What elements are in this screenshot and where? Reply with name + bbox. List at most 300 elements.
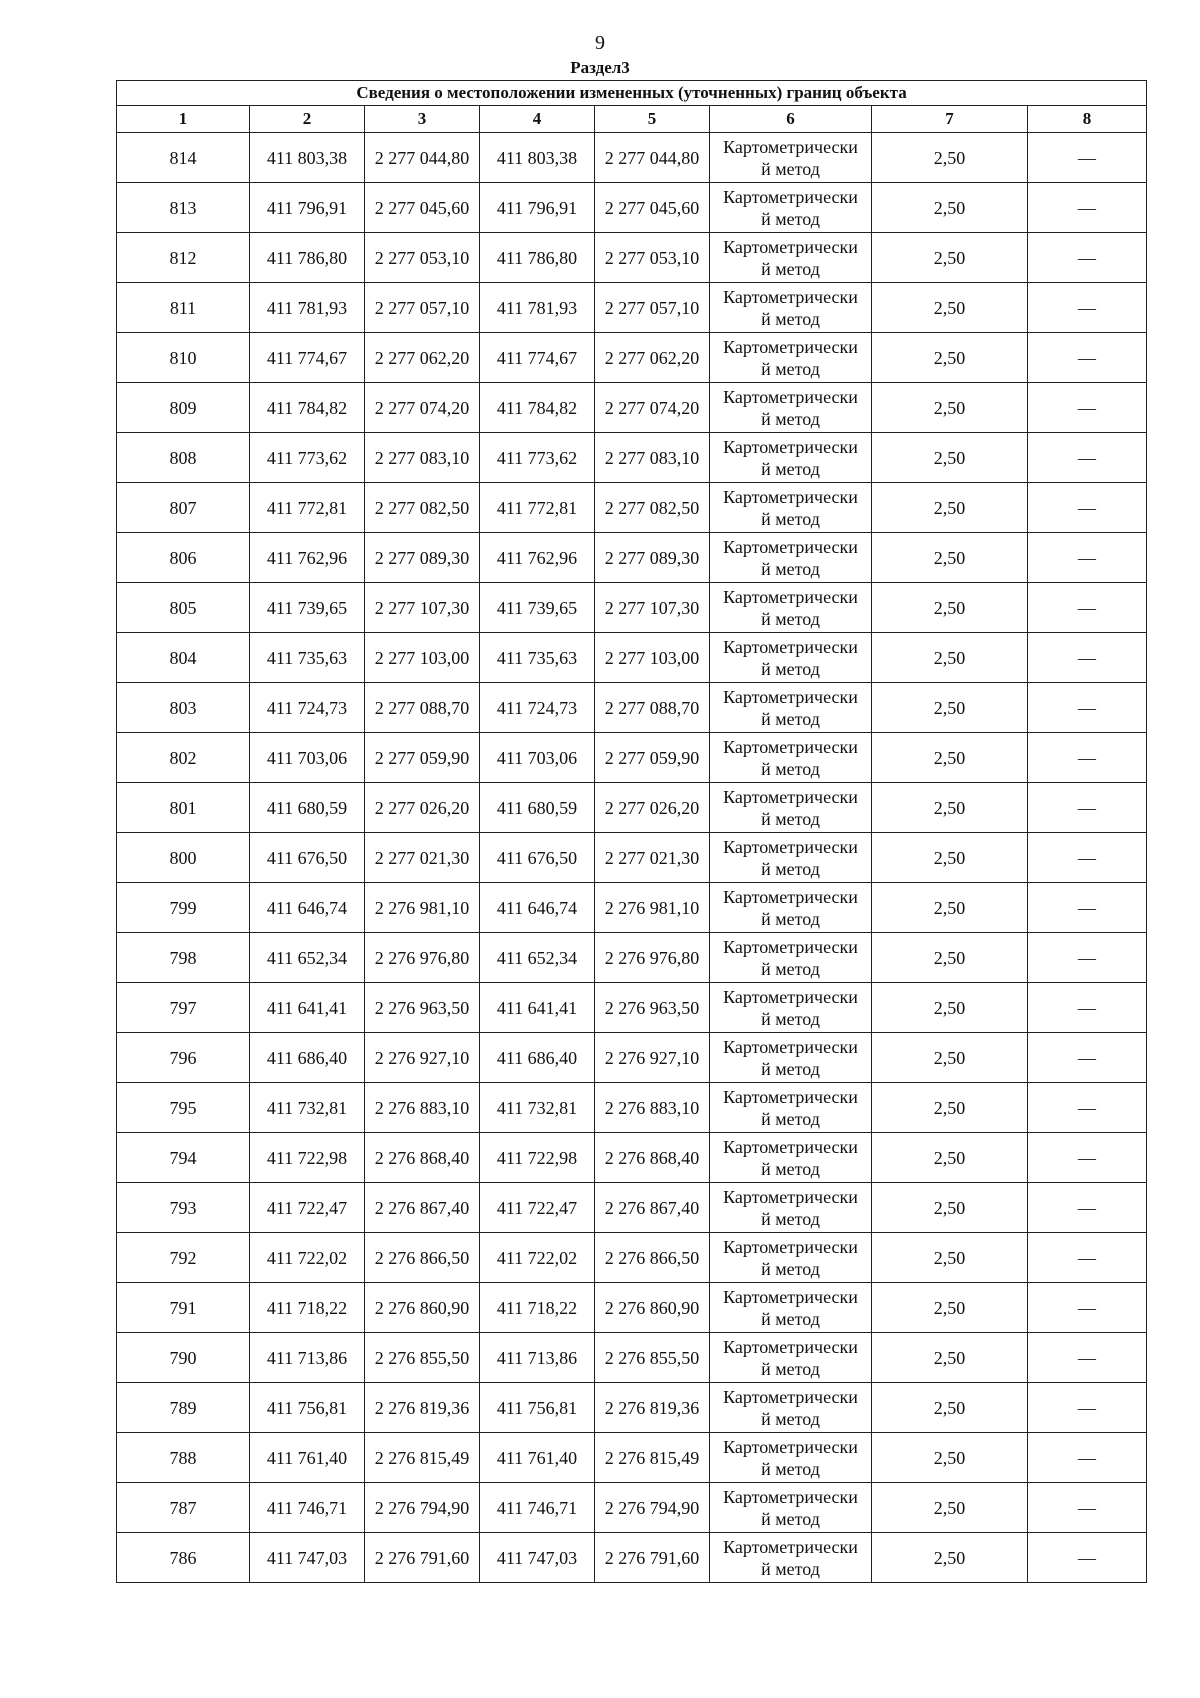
method-cell [710,483,872,533]
table-row [117,933,1147,983]
description-cell: — [1028,183,1147,233]
description-cell: — [1028,883,1147,933]
x-coordinate-refined-cell: 411 796,91 [480,183,595,233]
x-coordinate-refined-cell: 411 739,65 [480,583,595,633]
point-number-cell: 787 [117,1483,250,1533]
method-cell [710,433,872,483]
method-line-2: й метод [761,1408,820,1429]
y-coordinate-refined-cell: 2 276 883,10 [595,1083,710,1133]
y-coordinate-refined-cell: 2 276 981,10 [595,883,710,933]
y-coordinate-existing-cell: 2 276 855,50 [365,1333,480,1383]
accuracy-cell: 2,50 [872,1333,1028,1383]
y-coordinate-existing-cell: 2 276 963,50 [365,983,480,1033]
y-coordinate-refined-cell: 2 277 083,10 [595,433,710,483]
accuracy-cell: 2,50 [872,533,1028,583]
y-coordinate-refined-cell: 2 276 866,50 [595,1233,710,1283]
y-coordinate-existing-cell: 2 277 103,00 [365,633,480,683]
y-coordinate-refined-cell: 2 277 082,50 [595,483,710,533]
column-number-row [117,106,1147,133]
method-line-2: й метод [761,658,820,679]
x-coordinate-refined-cell: 411 803,38 [480,133,595,183]
method-cell [710,533,872,583]
accuracy-cell: 2,50 [872,383,1028,433]
point-number-cell: 810 [117,333,250,383]
column-number: 8 [1028,106,1147,133]
x-coordinate-refined-cell: 411 722,98 [480,1133,595,1183]
table-row [117,733,1147,783]
table-row [117,333,1147,383]
table-row [117,883,1147,933]
point-number-cell: 808 [117,433,250,483]
y-coordinate-existing-cell: 2 276 976,80 [365,933,480,983]
description-cell: — [1028,1083,1147,1133]
method-line-2: й метод [761,308,820,329]
boundary-table [116,80,1147,1583]
column-number: 3 [365,106,480,133]
y-coordinate-existing-cell: 2 276 883,10 [365,1083,480,1133]
y-coordinate-refined-cell: 2 277 044,80 [595,133,710,183]
method-cell [710,333,872,383]
method-cell [710,183,872,233]
x-coordinate-refined-cell: 411 774,67 [480,333,595,383]
table-row [117,1183,1147,1233]
point-number-cell: 807 [117,483,250,533]
x-coordinate-existing-cell: 411 739,65 [250,583,365,633]
x-coordinate-existing-cell: 411 641,41 [250,983,365,1033]
table-caption: Сведения о местоположении измененных (уточненных) границ объекта [117,81,1147,106]
accuracy-cell: 2,50 [872,1283,1028,1333]
column-number: 7 [872,106,1028,133]
y-coordinate-existing-cell: 2 276 815,49 [365,1433,480,1483]
x-coordinate-existing-cell: 411 735,63 [250,633,365,683]
accuracy-cell: 2,50 [872,883,1028,933]
x-coordinate-existing-cell: 411 732,81 [250,1083,365,1133]
column-number: 2 [250,106,365,133]
accuracy-cell: 2,50 [872,1083,1028,1133]
accuracy-cell: 2,50 [872,833,1028,883]
y-coordinate-refined-cell: 2 276 976,80 [595,933,710,983]
y-coordinate-refined-cell: 2 277 088,70 [595,683,710,733]
point-number-cell: 812 [117,233,250,283]
method-cell [710,1283,872,1333]
method-line-1: Картометрически [723,636,858,657]
y-coordinate-existing-cell: 2 277 083,10 [365,433,480,483]
x-coordinate-refined-cell: 411 718,22 [480,1283,595,1333]
method-line-1: Картометрически [723,1036,858,1057]
description-cell: — [1028,1133,1147,1183]
description-cell: — [1028,1533,1147,1583]
y-coordinate-existing-cell: 2 276 866,50 [365,1233,480,1283]
table-row [117,783,1147,833]
y-coordinate-existing-cell: 2 276 868,40 [365,1133,480,1183]
point-number-cell: 809 [117,383,250,433]
method-line-1: Картометрически [723,236,858,257]
table-row [117,1233,1147,1283]
method-line-1: Картометрически [723,1486,858,1507]
point-number-cell: 789 [117,1383,250,1433]
accuracy-cell: 2,50 [872,1383,1028,1433]
point-number-cell: 806 [117,533,250,583]
description-cell: — [1028,1233,1147,1283]
x-coordinate-existing-cell: 411 646,74 [250,883,365,933]
method-line-2: й метод [761,1008,820,1029]
description-cell: — [1028,483,1147,533]
table-row [117,183,1147,233]
y-coordinate-refined-cell: 2 276 860,90 [595,1283,710,1333]
y-coordinate-existing-cell: 2 276 819,36 [365,1383,480,1433]
method-line-2: й метод [761,958,820,979]
accuracy-cell: 2,50 [872,1533,1028,1583]
point-number-cell: 802 [117,733,250,783]
y-coordinate-refined-cell: 2 276 868,40 [595,1133,710,1183]
description-cell: — [1028,933,1147,983]
method-line-2: й метод [761,508,820,529]
y-coordinate-existing-cell: 2 276 867,40 [365,1183,480,1233]
method-line-2: й метод [761,608,820,629]
x-coordinate-refined-cell: 411 732,81 [480,1083,595,1133]
description-cell: — [1028,1333,1147,1383]
method-line-2: й метод [761,1108,820,1129]
method-cell [710,1383,872,1433]
method-line-1: Картометрически [723,936,858,957]
point-number-cell: 803 [117,683,250,733]
method-cell [710,1483,872,1533]
method-cell [710,683,872,733]
accuracy-cell: 2,50 [872,633,1028,683]
method-line-1: Картометрически [723,536,858,557]
method-line-2: й метод [761,808,820,829]
y-coordinate-existing-cell: 2 277 026,20 [365,783,480,833]
description-cell: — [1028,683,1147,733]
y-coordinate-refined-cell: 2 277 103,00 [595,633,710,683]
y-coordinate-existing-cell: 2 277 057,10 [365,283,480,333]
y-coordinate-existing-cell: 2 277 044,80 [365,133,480,183]
table-row [117,833,1147,883]
accuracy-cell: 2,50 [872,783,1028,833]
x-coordinate-refined-cell: 411 746,71 [480,1483,595,1533]
method-line-1: Картометрически [723,1086,858,1107]
method-line-1: Картометрически [723,436,858,457]
y-coordinate-existing-cell: 2 277 088,70 [365,683,480,733]
y-coordinate-existing-cell: 2 277 053,10 [365,233,480,283]
table-row [117,1083,1147,1133]
method-line-1: Картометрически [723,986,858,1007]
point-number-cell: 786 [117,1533,250,1583]
y-coordinate-refined-cell: 2 277 045,60 [595,183,710,233]
method-line-1: Картометрически [723,286,858,307]
y-coordinate-refined-cell: 2 277 074,20 [595,383,710,433]
x-coordinate-existing-cell: 411 724,73 [250,683,365,733]
x-coordinate-refined-cell: 411 676,50 [480,833,595,883]
table-caption-row [117,81,1147,106]
table-body [117,133,1147,1583]
method-cell [710,1033,872,1083]
method-line-2: й метод [761,558,820,579]
method-cell [710,1333,872,1383]
column-number: 1 [117,106,250,133]
description-cell: — [1028,1383,1147,1433]
description-cell: — [1028,983,1147,1033]
method-line-1: Картометрически [723,1186,858,1207]
point-number-cell: 804 [117,633,250,683]
method-cell [710,933,872,983]
point-number-cell: 814 [117,133,250,183]
accuracy-cell: 2,50 [872,133,1028,183]
description-cell: — [1028,1183,1147,1233]
description-cell: — [1028,233,1147,283]
point-number-cell: 796 [117,1033,250,1083]
point-number-cell: 794 [117,1133,250,1183]
y-coordinate-refined-cell: 2 276 963,50 [595,983,710,1033]
y-coordinate-existing-cell: 2 276 860,90 [365,1283,480,1333]
accuracy-cell: 2,50 [872,583,1028,633]
point-number-cell: 790 [117,1333,250,1383]
point-number-cell: 795 [117,1083,250,1133]
method-line-1: Картометрически [723,486,858,507]
method-line-1: Картометрически [723,686,858,707]
x-coordinate-existing-cell: 411 784,82 [250,383,365,433]
y-coordinate-refined-cell: 2 277 107,30 [595,583,710,633]
y-coordinate-existing-cell: 2 276 794,90 [365,1483,480,1533]
description-cell: — [1028,1283,1147,1333]
accuracy-cell: 2,50 [872,1033,1028,1083]
x-coordinate-existing-cell: 411 703,06 [250,733,365,783]
x-coordinate-refined-cell: 411 773,62 [480,433,595,483]
y-coordinate-existing-cell: 2 277 107,30 [365,583,480,633]
y-coordinate-refined-cell: 2 277 053,10 [595,233,710,283]
x-coordinate-existing-cell: 411 762,96 [250,533,365,583]
x-coordinate-refined-cell: 411 761,40 [480,1433,595,1483]
method-line-1: Картометрически [723,786,858,807]
table-row [117,1433,1147,1483]
x-coordinate-existing-cell: 411 676,50 [250,833,365,883]
method-line-2: й метод [761,458,820,479]
method-cell [710,733,872,783]
accuracy-cell: 2,50 [872,1183,1028,1233]
method-line-1: Картометрически [723,336,858,357]
method-line-2: й метод [761,158,820,179]
y-coordinate-refined-cell: 2 276 867,40 [595,1183,710,1233]
method-line-1: Картометрически [723,586,858,607]
method-line-2: й метод [761,408,820,429]
method-line-2: й метод [761,858,820,879]
method-line-2: й метод [761,908,820,929]
method-line-1: Картометрически [723,186,858,207]
x-coordinate-existing-cell: 411 718,22 [250,1283,365,1333]
method-cell [710,283,872,333]
description-cell: — [1028,583,1147,633]
description-cell: — [1028,333,1147,383]
y-coordinate-refined-cell: 2 277 062,20 [595,333,710,383]
point-number-cell: 799 [117,883,250,933]
accuracy-cell: 2,50 [872,733,1028,783]
method-cell [710,1133,872,1183]
x-coordinate-refined-cell: 411 747,03 [480,1533,595,1583]
table-row [117,1483,1147,1533]
y-coordinate-existing-cell: 2 276 791,60 [365,1533,480,1583]
method-line-1: Картометрически [723,1136,858,1157]
method-line-1: Картометрически [723,1536,858,1557]
point-number-cell: 811 [117,283,250,333]
x-coordinate-existing-cell: 411 781,93 [250,283,365,333]
method-cell [710,1433,872,1483]
column-number: 4 [480,106,595,133]
point-number-cell: 788 [117,1433,250,1483]
method-line-1: Картометрически [723,1436,858,1457]
x-coordinate-existing-cell: 411 747,03 [250,1533,365,1583]
y-coordinate-existing-cell: 2 277 082,50 [365,483,480,533]
point-number-cell: 801 [117,783,250,833]
point-number-cell: 791 [117,1283,250,1333]
method-cell [710,233,872,283]
description-cell: — [1028,133,1147,183]
description-cell: — [1028,433,1147,483]
page-number: 9 [595,32,605,54]
method-line-1: Картометрически [723,386,858,407]
method-cell [710,1083,872,1133]
table-row [117,533,1147,583]
y-coordinate-refined-cell: 2 277 089,30 [595,533,710,583]
section-title: Раздел3 [570,58,630,77]
x-coordinate-refined-cell: 411 762,96 [480,533,595,583]
accuracy-cell: 2,50 [872,283,1028,333]
method-line-1: Картометрически [723,886,858,907]
method-line-2: й метод [761,1508,820,1529]
method-line-2: й метод [761,758,820,779]
accuracy-cell: 2,50 [872,333,1028,383]
x-coordinate-refined-cell: 411 703,06 [480,733,595,783]
method-cell [710,883,872,933]
description-cell: — [1028,633,1147,683]
method-cell [710,1233,872,1283]
description-cell: — [1028,1433,1147,1483]
y-coordinate-refined-cell: 2 276 819,36 [595,1383,710,1433]
x-coordinate-refined-cell: 411 784,82 [480,383,595,433]
x-coordinate-refined-cell: 411 735,63 [480,633,595,683]
x-coordinate-existing-cell: 411 686,40 [250,1033,365,1083]
x-coordinate-refined-cell: 411 713,86 [480,1333,595,1383]
x-coordinate-refined-cell: 411 641,41 [480,983,595,1033]
y-coordinate-existing-cell: 2 277 021,30 [365,833,480,883]
x-coordinate-existing-cell: 411 761,40 [250,1433,365,1483]
y-coordinate-existing-cell: 2 276 927,10 [365,1033,480,1083]
accuracy-cell: 2,50 [872,483,1028,533]
y-coordinate-existing-cell: 2 277 045,60 [365,183,480,233]
accuracy-cell: 2,50 [872,183,1028,233]
method-line-2: й метод [761,1358,820,1379]
method-cell [710,1533,872,1583]
table-row [117,433,1147,483]
point-number-cell: 792 [117,1233,250,1283]
x-coordinate-existing-cell: 411 746,71 [250,1483,365,1533]
method-cell [710,133,872,183]
x-coordinate-refined-cell: 411 686,40 [480,1033,595,1083]
point-number-cell: 805 [117,583,250,633]
accuracy-cell: 2,50 [872,433,1028,483]
x-coordinate-refined-cell: 411 756,81 [480,1383,595,1433]
y-coordinate-refined-cell: 2 276 855,50 [595,1333,710,1383]
table-row [117,1033,1147,1083]
description-cell: — [1028,833,1147,883]
method-cell [710,583,872,633]
table-row [117,233,1147,283]
method-cell [710,783,872,833]
accuracy-cell: 2,50 [872,933,1028,983]
description-cell: — [1028,1033,1147,1083]
x-coordinate-existing-cell: 411 786,80 [250,233,365,283]
table-row [117,283,1147,333]
y-coordinate-refined-cell: 2 276 815,49 [595,1433,710,1483]
y-coordinate-refined-cell: 2 277 026,20 [595,783,710,833]
method-line-1: Картометрически [723,736,858,757]
accuracy-cell: 2,50 [872,1133,1028,1183]
x-coordinate-existing-cell: 411 773,62 [250,433,365,483]
y-coordinate-refined-cell: 2 276 794,90 [595,1483,710,1533]
x-coordinate-refined-cell: 411 652,34 [480,933,595,983]
x-coordinate-existing-cell: 411 680,59 [250,783,365,833]
x-coordinate-existing-cell: 411 803,38 [250,133,365,183]
method-line-2: й метод [761,1308,820,1329]
y-coordinate-existing-cell: 2 277 059,90 [365,733,480,783]
x-coordinate-existing-cell: 411 722,02 [250,1233,365,1283]
description-cell: — [1028,783,1147,833]
point-number-cell: 793 [117,1183,250,1233]
accuracy-cell: 2,50 [872,1233,1028,1283]
y-coordinate-refined-cell: 2 276 927,10 [595,1033,710,1083]
x-coordinate-existing-cell: 411 713,86 [250,1333,365,1383]
method-line-1: Картометрически [723,1336,858,1357]
description-cell: — [1028,283,1147,333]
table-row [117,633,1147,683]
x-coordinate-refined-cell: 411 722,47 [480,1183,595,1233]
y-coordinate-refined-cell: 2 276 791,60 [595,1533,710,1583]
table-row [117,1133,1147,1183]
point-number-cell: 798 [117,933,250,983]
x-coordinate-existing-cell: 411 796,91 [250,183,365,233]
column-number: 6 [710,106,872,133]
method-line-2: й метод [761,1458,820,1479]
x-coordinate-existing-cell: 411 652,34 [250,933,365,983]
x-coordinate-refined-cell: 411 646,74 [480,883,595,933]
accuracy-cell: 2,50 [872,983,1028,1033]
table-row [117,383,1147,433]
method-line-2: й метод [761,1258,820,1279]
table-row [117,1533,1147,1583]
description-cell: — [1028,1483,1147,1533]
method-line-1: Картометрически [723,136,858,157]
point-number-cell: 813 [117,183,250,233]
table-row [117,483,1147,533]
y-coordinate-existing-cell: 2 276 981,10 [365,883,480,933]
method-line-2: й метод [761,1558,820,1579]
x-coordinate-existing-cell: 411 722,98 [250,1133,365,1183]
accuracy-cell: 2,50 [872,1433,1028,1483]
table-row [117,1283,1147,1333]
x-coordinate-existing-cell: 411 722,47 [250,1183,365,1233]
method-line-2: й метод [761,208,820,229]
method-line-1: Картометрически [723,1236,858,1257]
method-line-1: Картометрически [723,836,858,857]
description-cell: — [1028,383,1147,433]
method-line-2: й метод [761,1208,820,1229]
accuracy-cell: 2,50 [872,683,1028,733]
method-line-2: й метод [761,1158,820,1179]
method-line-2: й метод [761,258,820,279]
x-coordinate-refined-cell: 411 722,02 [480,1233,595,1283]
x-coordinate-refined-cell: 411 772,81 [480,483,595,533]
x-coordinate-refined-cell: 411 724,73 [480,683,595,733]
method-cell [710,983,872,1033]
